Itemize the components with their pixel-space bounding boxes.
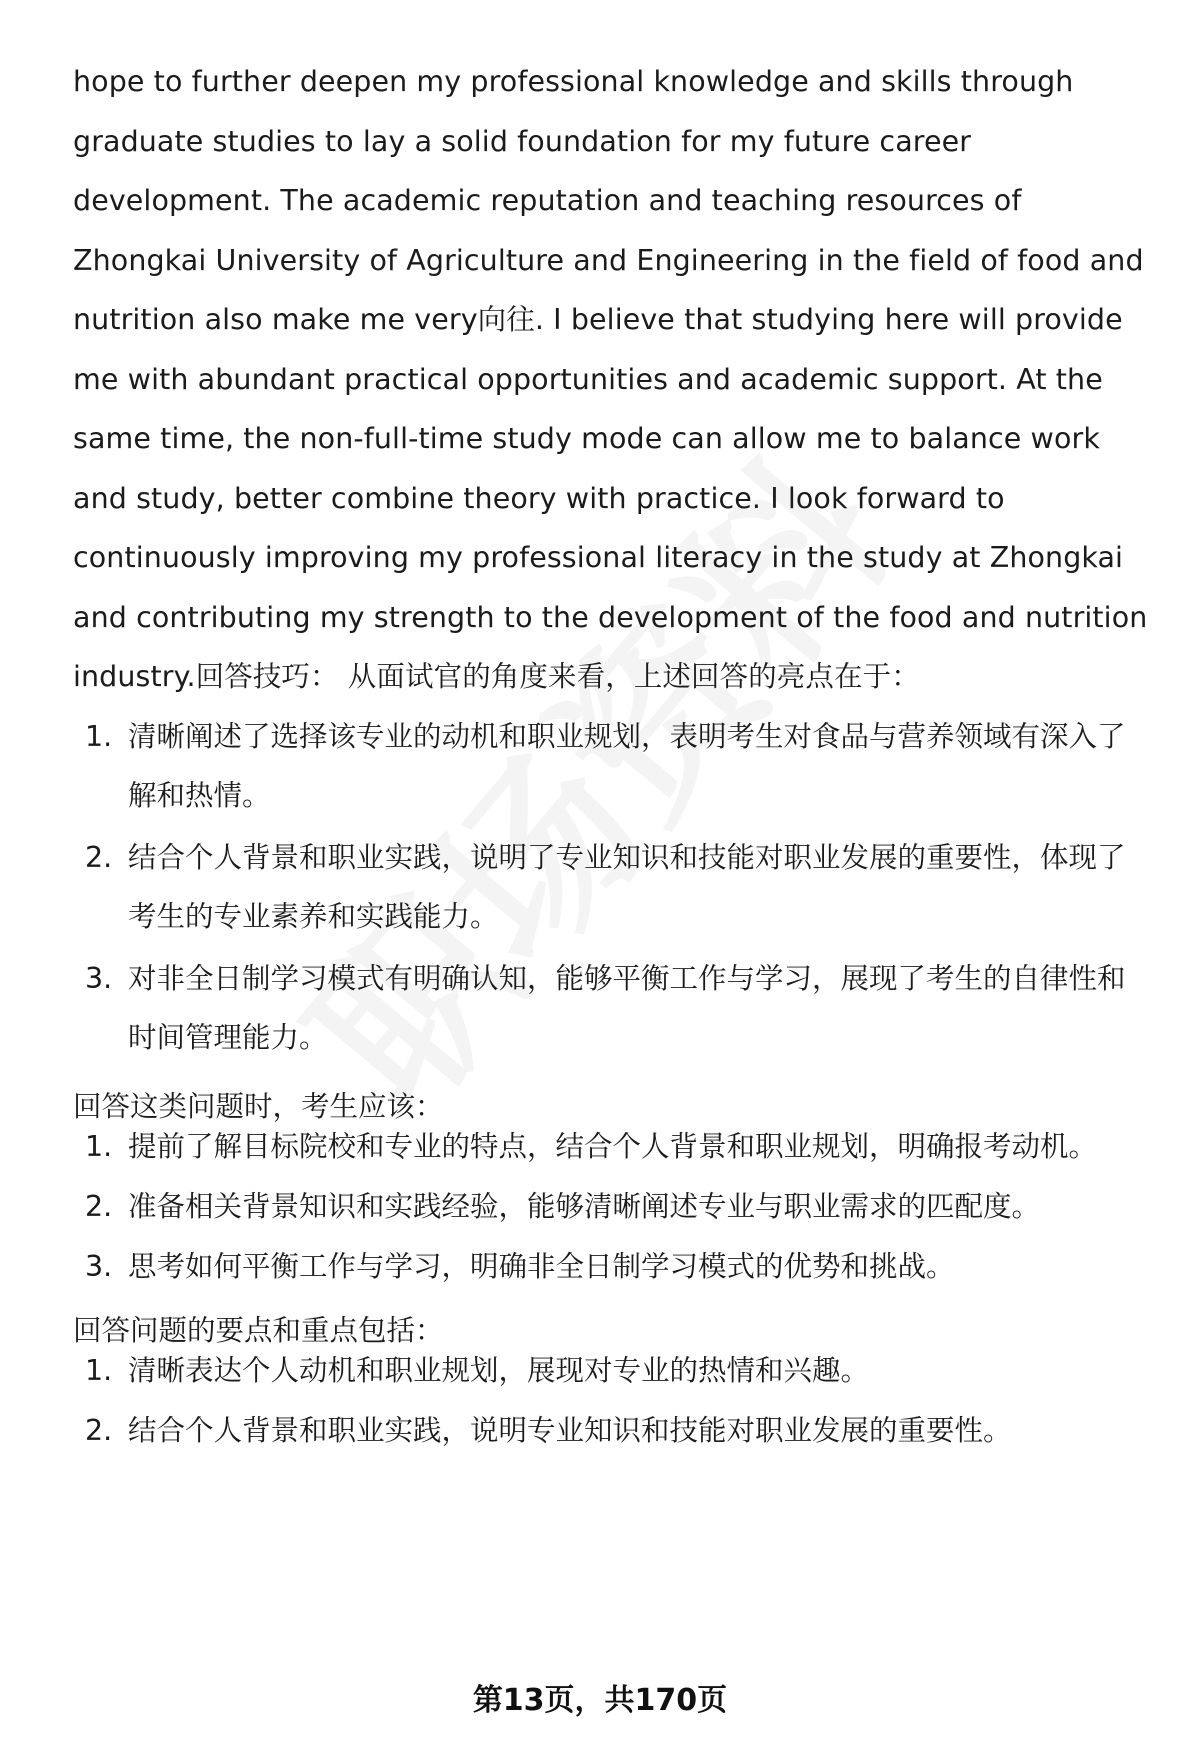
list-item-text: 思考如何平衡工作与学习，明确非全日制学习模式的优势和挑战。 — [128, 1249, 955, 1283]
advice-list — [73, 1127, 1153, 1287]
list-number: 1. — [85, 719, 113, 753]
list-item — [73, 1351, 1153, 1391]
list-item-text: 提前了解目标院校和专业的特点，结合个人背景和职业规划，明确报考动机。 — [128, 1129, 1098, 1163]
list-number: 2. — [85, 1413, 113, 1447]
answer-paragraph: hope to further deepen my professional knowledge and skills through graduate studies to lay a solid foundation for my future career development. The academic reputation and teaching resources of Zhongkai University of Agriculture and Engineering in the field of food and nutrition also make me very向往. I believe that studying here will provide me with abundant practical opportunities and academic support. At the same time, the non-full-time study mode can allow me to balance work and study, better combine theory with practice. I look forward to continuously improving my professional literacy in the study at Zhongkai and contributing my strength to the development of the food and nutrition industry.回答技巧： 从面试官的角度来看，上述回答的亮点在于： — [73, 65, 1148, 693]
document-page — [73, 52, 1153, 1471]
list-item — [73, 707, 1153, 825]
page-footer: 第13页，共170页 — [472, 1683, 728, 1718]
keypoints-heading: 回答问题的要点和重点包括： — [73, 1313, 444, 1347]
list-item — [73, 1411, 1153, 1451]
list-item-text: 对非全日制学习模式有明确认知，能够平衡工作与学习，展现了考生的自律性和时间管理能力。 — [128, 961, 1126, 1054]
list-item — [73, 949, 1153, 1067]
list-item-text: 结合个人背景和职业实践，说明了专业知识和技能对职业发展的重要性，体现了考生的专业素养和实践能力。 — [128, 840, 1126, 933]
list-item — [73, 1247, 1153, 1287]
list-number: 2. — [85, 840, 113, 874]
list-number: 3. — [85, 1249, 113, 1283]
list-item — [73, 1127, 1153, 1167]
list-item-text: 清晰阐述了选择该专业的动机和职业规划，表明考生对食品与营养领域有深入了解和热情。 — [128, 719, 1126, 812]
advice-heading: 回答这类问题时，考生应该： — [73, 1089, 444, 1123]
list-number: 1. — [85, 1129, 113, 1163]
list-item — [73, 1187, 1153, 1227]
list-item-text: 准备相关背景知识和实践经验，能够清晰阐述专业与职业需求的匹配度。 — [128, 1189, 1041, 1223]
keypoints-list — [73, 1351, 1153, 1451]
list-item-text: 结合个人背景和职业实践，说明专业知识和技能对职业发展的重要性。 — [128, 1413, 1012, 1447]
highlights-list — [73, 707, 1153, 1067]
list-number: 1. — [85, 1353, 113, 1387]
list-number: 2. — [85, 1189, 113, 1223]
list-item-text: 清晰表达个人动机和职业规划，展现对专业的热情和兴趣。 — [128, 1353, 870, 1387]
list-number: 3. — [85, 961, 113, 995]
list-item — [73, 828, 1153, 946]
